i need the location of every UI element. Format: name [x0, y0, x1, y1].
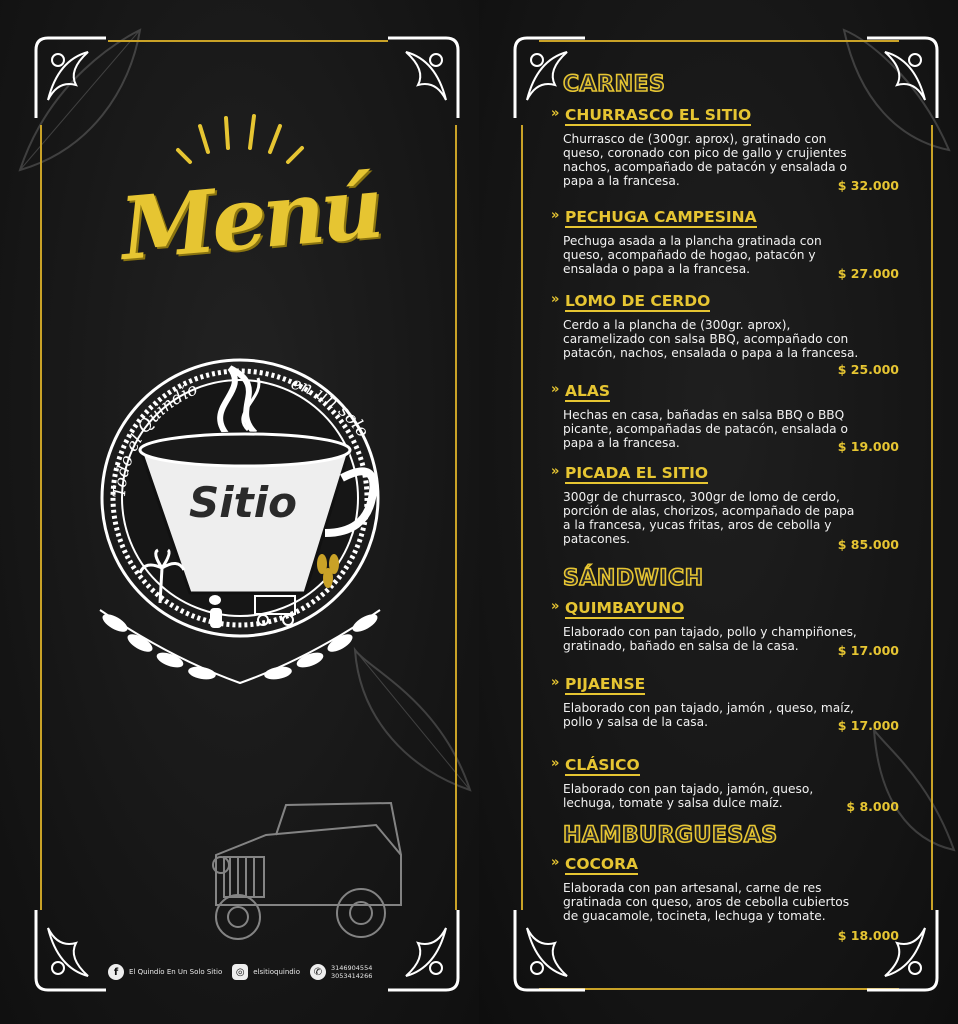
vase-icon — [209, 595, 222, 628]
item-description: 300gr de churrasco, 300gr de lomo de cerdo, porción de alas, chorizos, acompañado de papa a la francesa, yucas fritas, aros de cebolla y patacones. — [563, 490, 855, 546]
menu-items-panel — [479, 0, 958, 1024]
frame-right — [455, 125, 457, 910]
logo-arc-right: en un solo — [288, 373, 373, 442]
item-name: ALAS — [565, 382, 611, 400]
phone-1[interactable]: 3146904554 — [330, 964, 373, 972]
item-description: Elaborado con pan tajado, jamón , queso, maíz, pollo y salsa de la casa. — [563, 701, 854, 729]
section-title-carnes: CARNES — [563, 72, 666, 97]
item-description: Churrasco de (300gr. aprox), gratinado con queso, coronado con pico de gallo y crujientes nachos, acompañado de patacón y ensalada o papa a la francesa. — [563, 132, 847, 188]
frame-bottom — [539, 988, 899, 990]
menu-item — [551, 106, 921, 193]
item-name: PIJAENSE — [565, 675, 646, 693]
item-price: $ 8.000 — [846, 799, 899, 814]
menu-item — [551, 382, 921, 454]
menu-item — [551, 599, 921, 658]
corner-ornament-icon — [28, 908, 108, 998]
section-title-hamburguesas: HAMBURGUESAS — [563, 823, 778, 848]
facebook-icon[interactable]: f — [108, 964, 124, 980]
item-description: Pechuga asada a la plancha gratinada con queso, acompañado de hogao, patacón y ensalada o papa a la francesa. — [563, 234, 822, 276]
item-name: PICADA EL SITIO — [565, 464, 709, 482]
item-name: LOMO DE CERDO — [565, 292, 711, 310]
item-description: Elaborado con pan tajado, pollo y champiñones, gratinado, bañado en salsa de la casa. — [563, 625, 857, 653]
logo-cup-label: Sitio — [189, 478, 297, 527]
item-name: CLÁSICO — [565, 756, 640, 774]
corner-ornament-icon — [386, 30, 466, 120]
item-name: CHURRASCO EL SITIO — [565, 106, 752, 124]
item-price: $ 19.000 — [837, 439, 899, 454]
item-price: $ 17.000 — [837, 718, 899, 733]
frame-left — [521, 125, 523, 910]
menu-title: Menú — [116, 156, 384, 281]
laurel-wreath-icon — [100, 610, 380, 683]
frame-left — [40, 125, 42, 910]
corner-ornament-icon — [28, 30, 108, 120]
menu-item — [551, 756, 921, 814]
item-name: PECHUGA CAMPESINA — [565, 208, 757, 226]
item-price: $ 17.000 — [837, 643, 899, 658]
frame-top — [108, 40, 388, 42]
phone-2[interactable]: 3053414266 — [330, 972, 373, 980]
logo-arc-left: Todo el Quindío — [109, 379, 201, 499]
frame-right — [931, 125, 933, 910]
menu-item — [551, 292, 921, 377]
item-price: $ 25.000 — [837, 362, 899, 377]
item-price: $ 85.000 — [837, 537, 899, 552]
instagram-icon[interactable]: ◎ — [232, 964, 248, 980]
item-price: $ 32.000 — [837, 178, 899, 193]
item-name: QUIMBAYUNO — [565, 599, 685, 617]
menu-item — [551, 208, 921, 281]
jeep-sketch-icon — [196, 795, 416, 945]
menu-item — [551, 855, 921, 943]
contact-footer — [108, 964, 408, 980]
item-name: COCORA — [565, 855, 639, 873]
facebook-handle[interactable]: El Quindío En Un Solo Sitio — [129, 968, 223, 976]
instagram-handle[interactable]: elsitioquindio — [253, 968, 300, 976]
item-description: Elaborada con pan artesanal, carne de res gratinada con queso, aros de cebolla cubiertos de guacamole, tocineta, lechuga y tomate. — [563, 881, 850, 923]
menu-item — [551, 464, 921, 552]
menu-item — [551, 675, 921, 733]
phone-numbers — [331, 964, 372, 980]
item-description: Cerdo a la plancha de (300gr. aprox), caramelizado con salsa BBQ, acompañado con patacón, nachos, ensalada o papa a la francesa. — [563, 318, 859, 360]
item-description: Hechas en casa, bañadas en salsa BBQ o BBQ picante, acompañadas de patacón, ensalada o papa a la francesa. — [563, 408, 848, 450]
item-price: $ 18.000 — [837, 928, 899, 943]
section-title-sandwich: SÁNDWICH — [563, 566, 704, 591]
item-description: Elaborado con pan tajado, jamón, queso, lechuga, tomate y salsa dulce maíz. — [563, 782, 814, 810]
whatsapp-icon[interactable]: ✆ — [310, 964, 326, 980]
item-price: $ 27.000 — [837, 266, 899, 281]
frame-top — [539, 40, 899, 42]
